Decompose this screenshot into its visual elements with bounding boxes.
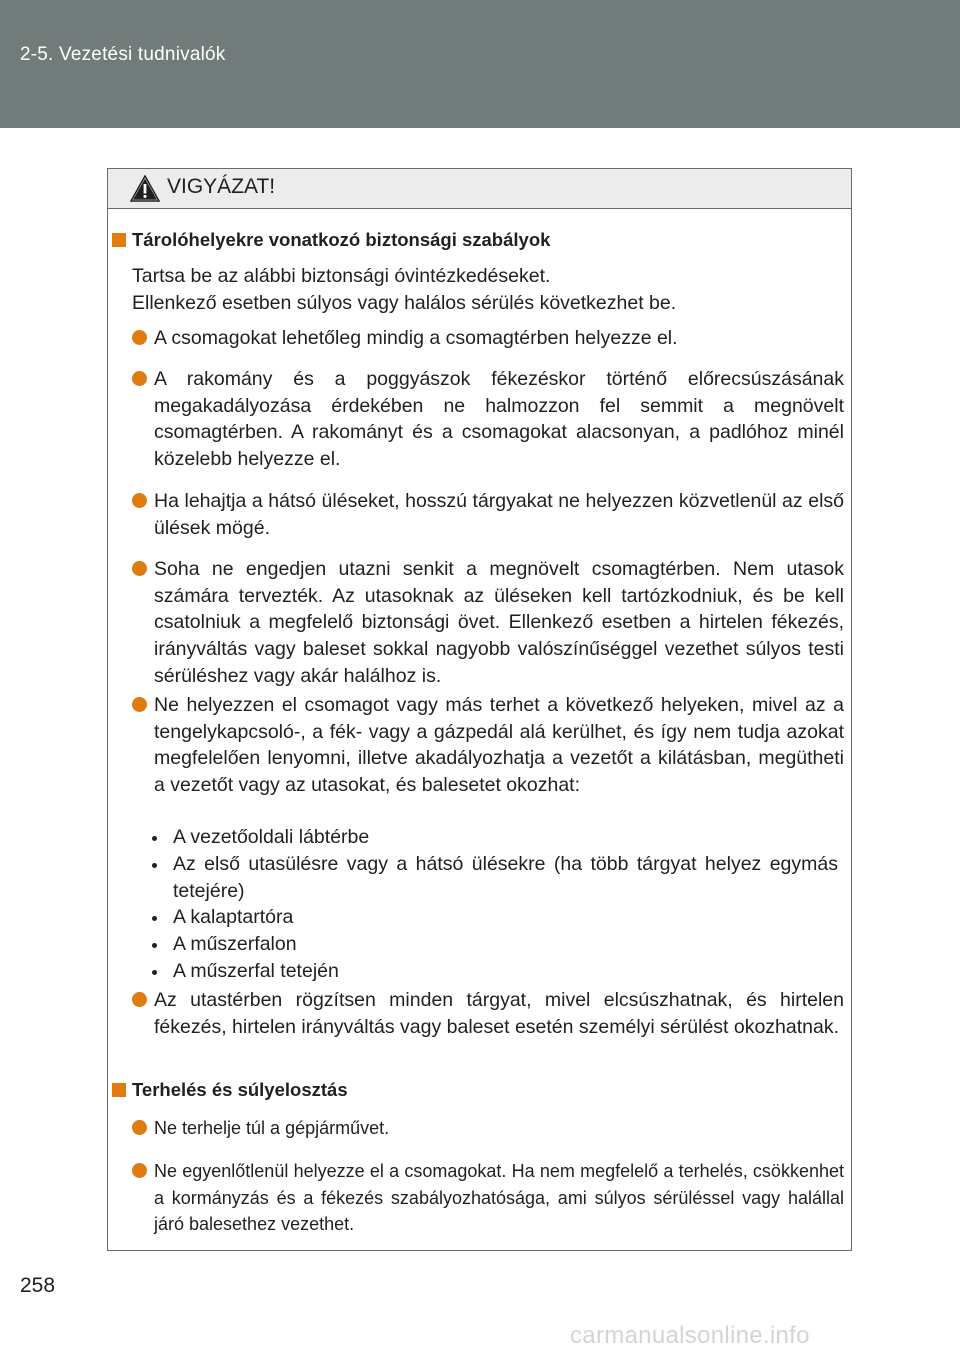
intro-line: Ellenkező esetben súlyos vagy halálos sérülés következhet be. (132, 291, 677, 314)
warning-triangle-icon (130, 175, 160, 202)
section-heading-text: Tárolóhelyekre vonatkozó biztonsági szabályok (132, 229, 551, 250)
page-number: 258 (20, 1274, 56, 1297)
square-bullet-icon (112, 1083, 126, 1097)
round-bullet-icon (132, 493, 147, 508)
round-bullet-icon (132, 697, 147, 712)
round-bullet-icon (132, 1163, 147, 1178)
section-heading-storage (112, 229, 550, 251)
bullet-text: Soha ne engedjen utazni senkit a megnövelt csomagtérben. Nem utasok számára tervezték. Az utasoknak az üléseken kell tartózkodniuk, és be kell csatolniuk a megfelelő biztonsági övet. Ellenkező esetben a hirtelen fékezés, irányváltás vagy baleset sokkal nagyobb valószínűséggel vezethet súlyos testi sérüléshez vagy akár halálhoz is. (154, 558, 844, 687)
location-item (148, 931, 838, 958)
section-heading-text: Terhelés és súlyelosztás (132, 1079, 348, 1100)
location-item (148, 904, 838, 931)
bullet-item (132, 1158, 844, 1238)
intro-text (132, 263, 842, 316)
bullet-text: A csomagokat lehetőleg mindig a csomagtérben helyezze el. (154, 327, 678, 349)
watermark: carmanualsonline.info (570, 1322, 810, 1349)
bullet-item (132, 366, 844, 473)
bullet-item (132, 692, 844, 799)
section-title: 2-5. Vezetési tudnivalók (20, 44, 226, 65)
warning-header (108, 169, 851, 209)
square-bullet-icon (112, 233, 126, 247)
bullet-text: Ne helyezzen el csomagot vagy más terhet a következő helyeken, mivel az a tengelykapcsoló-, a fék- vagy a gázpedál alá kerülhet, és így nem tudja azokat megfelelően lenyomni, illetve akadályozhatja a vezetőt a kilátásban, megütheti a vezetőt vagy az utasokat, és balesetet okozhat: (154, 694, 844, 797)
header-band (0, 0, 960, 128)
bullet-text: Ha lehajtja a hátsó üléseket, hosszú tárgyakat ne helyezzen közvetlenül az első ülések mögé. (154, 490, 844, 539)
small-dot-icon (152, 916, 157, 921)
small-dot-icon (152, 943, 157, 948)
location-item (148, 824, 838, 851)
bullet-text: Ne egyenlőtlenül helyezze el a csomagokat. Ha nem megfelelő a terhelés, csökkenhet a kormányzás és a fékezés szabályozhatósága, ami súlyos sérüléssel vagy halállal járó balesethez vezethet. (154, 1161, 844, 1235)
round-bullet-icon (132, 330, 147, 345)
location-text: Az első utasülésre vagy a hátsó ülésekre (ha több tárgyat helyez egymás tetejére) (173, 853, 838, 902)
bullet-text: A rakomány és a poggyászok fékezéskor történő előrecsúszásának megakadályozása érdekében ne halmozzon fel semmit a megnövelt csomagtérben. A rakományt és a csomagokat alacsonyan, a padlóhoz minél közelebb helyezze el. (154, 368, 844, 471)
bullet-text: Ne terhelje túl a gépjárművet. (154, 1118, 390, 1138)
round-bullet-icon (132, 371, 147, 386)
round-bullet-icon (132, 1120, 147, 1135)
warning-box (107, 168, 852, 1251)
small-dot-icon (152, 836, 157, 841)
bullet-item (132, 488, 844, 541)
location-text: A műszerfal tetején (173, 960, 339, 982)
location-text: A kalaptartóra (173, 906, 294, 928)
warning-title: VIGYÁZAT! (167, 175, 276, 198)
location-text: A vezetőoldali lábtérbe (173, 826, 370, 848)
bullet-item (132, 1115, 844, 1142)
intro-line: Tartsa be az alábbi biztonsági óvintézkedéseket. (132, 265, 551, 287)
small-dot-icon (152, 970, 157, 975)
small-dot-icon (152, 863, 157, 868)
bullet-item (132, 556, 844, 690)
section-heading-load (112, 1079, 348, 1101)
location-text: A műszerfalon (173, 933, 297, 955)
bullet-item (132, 987, 844, 1040)
location-item (148, 851, 838, 904)
location-item (148, 958, 838, 985)
bullet-text: Az utastérben rögzítsen minden tárgyat, mivel elcsúszhatnak, és hirtelen fékezés, hirtelen irányváltás vagy baleset esetén személyi sérülést okozhatnak. (154, 989, 844, 1038)
round-bullet-icon (132, 992, 147, 1007)
bullet-item (132, 325, 844, 352)
round-bullet-icon (132, 561, 147, 576)
